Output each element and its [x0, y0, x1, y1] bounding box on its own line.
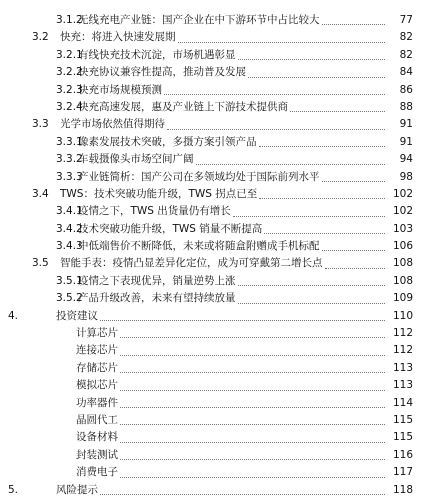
dot-leader [120, 459, 385, 460]
toc-entry[interactable] [0, 29, 421, 46]
toc-number: 4. [8, 309, 19, 322]
toc-title: 智能手表：疫情凸显差异化定位，成为可穿戴第二增长点 [60, 255, 387, 272]
toc-number: 3.2.4 [56, 100, 83, 113]
toc-entry[interactable] [0, 464, 421, 481]
toc-number: 3.4.1 [56, 205, 83, 218]
dot-leader [120, 337, 385, 338]
toc-page: 82 [399, 48, 413, 61]
toc-page: 110 [392, 309, 413, 322]
toc-page: 117 [392, 466, 413, 479]
toc-entry[interactable] [0, 99, 421, 116]
toc-number: 3.3.2 [56, 153, 83, 166]
dot-leader [100, 320, 385, 321]
dot-leader [120, 477, 385, 478]
toc-page: 118 [392, 483, 413, 496]
toc-number: 3.3 [32, 118, 49, 131]
dot-leader [290, 111, 385, 112]
toc-entry[interactable] [0, 377, 421, 394]
dot-leader [259, 146, 386, 147]
dot-leader [120, 442, 385, 443]
dot-leader [178, 42, 386, 43]
toc-entry[interactable] [0, 238, 421, 255]
toc-entry[interactable] [0, 255, 421, 272]
toc-entry[interactable] [0, 308, 421, 325]
toc-number: 3.5.2 [56, 292, 83, 305]
dot-leader [322, 250, 386, 251]
toc-entry[interactable] [0, 360, 421, 377]
toc-entry[interactable] [0, 290, 421, 307]
toc-page: 102 [392, 187, 413, 200]
toc-title: 技术突破功能升级，TWS 销量不断提高 [78, 221, 387, 238]
toc-title: 疫情之下，TWS 出货量仍有增长 [78, 203, 387, 220]
toc-title: 消费电子 [76, 464, 387, 481]
toc-title: 无线充电产业链：国产企业在中下游环节中占比较大 [78, 12, 387, 29]
toc-entry[interactable] [0, 325, 421, 342]
toc-title: 光学市场依然值得期待 [60, 116, 387, 133]
toc-title: 存储芯片 [76, 360, 387, 377]
toc-title: 风险提示 [56, 482, 387, 499]
toc-page: 109 [392, 292, 413, 305]
toc-entry[interactable] [0, 186, 421, 203]
toc-page: 113 [392, 361, 413, 374]
toc-page: 106 [392, 240, 413, 253]
toc-title: 快充市场规模预测 [78, 82, 387, 99]
table-of-contents [0, 12, 421, 499]
toc-number: 3.4 [32, 187, 49, 200]
dot-leader [120, 355, 385, 356]
dot-leader [264, 233, 385, 234]
toc-number: 3.2.2 [56, 66, 83, 79]
toc-entry[interactable] [0, 273, 421, 290]
toc-page: 98 [399, 170, 413, 183]
toc-page: 115 [392, 413, 413, 426]
toc-page: 112 [392, 327, 413, 340]
toc-entry[interactable] [0, 64, 421, 81]
toc-page: 103 [392, 222, 413, 235]
toc-page: 88 [399, 100, 413, 113]
toc-page: 91 [399, 135, 413, 148]
toc-page: 113 [392, 379, 413, 392]
toc-title: 像素发展技术突破，多摄方案引领产品 [78, 134, 387, 151]
dot-leader [259, 198, 385, 199]
toc-number: 3.1.2 [56, 14, 83, 26]
toc-entry[interactable] [0, 134, 421, 151]
toc-page: 86 [399, 83, 413, 96]
dot-leader [322, 24, 386, 25]
toc-entry[interactable] [0, 447, 421, 464]
dot-leader [322, 181, 386, 182]
toc-title: 晶圆代工 [76, 412, 387, 429]
toc-entry[interactable] [0, 47, 421, 64]
toc-number: 3.2.3 [56, 83, 83, 96]
toc-title: 投资建议 [56, 308, 387, 325]
dot-leader [120, 424, 385, 425]
toc-title: 快充：将进入快速发展期 [60, 29, 387, 46]
toc-number: 3.4.2 [56, 222, 83, 235]
toc-title: 中低端售价不断降低，未来或将随盒附赠成手机标配 [78, 238, 387, 255]
toc-entry[interactable] [0, 429, 421, 446]
toc-number: 3.3.3 [56, 170, 83, 183]
toc-entry[interactable] [0, 342, 421, 359]
toc-entry[interactable] [0, 221, 421, 238]
dot-leader [167, 129, 385, 130]
toc-title: 有线快充技术沉淀，市场机遇彰显 [78, 47, 387, 64]
toc-entry[interactable] [0, 203, 421, 220]
toc-title: 功率器件 [76, 395, 387, 412]
toc-title: 产品升级改善，未来有望持续放量 [78, 290, 387, 307]
toc-page: 108 [392, 274, 413, 287]
toc-entry[interactable] [0, 169, 421, 186]
toc-page: 91 [399, 118, 413, 131]
toc-entry[interactable] [0, 82, 421, 99]
dot-leader [238, 59, 386, 60]
toc-title: 产业链简析：国产公司在多领域均处于国际前列水平 [78, 169, 387, 186]
toc-title: 疫情之下表现优异，销量逆势上涨 [78, 273, 387, 290]
toc-title: 计算芯片 [76, 325, 387, 342]
toc-page: 114 [392, 396, 413, 409]
toc-entry[interactable] [0, 482, 421, 499]
toc-title: TWS：技术突破功能升级，TWS 拐点已至 [60, 186, 387, 203]
toc-entry[interactable] [0, 395, 421, 412]
dot-leader [100, 494, 385, 495]
toc-number: 3.2 [32, 31, 49, 44]
toc-entry[interactable] [0, 151, 421, 168]
toc-number: 3.4.3 [56, 240, 83, 253]
toc-number: 3.2.1 [56, 48, 83, 61]
dot-leader [120, 407, 385, 408]
toc-title: 封装测试 [76, 447, 387, 464]
toc-page: 108 [392, 257, 413, 270]
toc-page: 116 [392, 448, 413, 461]
toc-page: 112 [392, 344, 413, 357]
dot-leader [164, 94, 385, 95]
dot-leader [120, 372, 385, 373]
dot-leader [233, 216, 385, 217]
toc-page: 84 [399, 66, 413, 79]
toc-title: 快充高速发展，惠及产业链上下游技术提供商 [78, 99, 387, 116]
toc-title: 模拟芯片 [76, 377, 387, 394]
toc-page: 82 [399, 31, 413, 44]
dot-leader [120, 390, 385, 391]
dot-leader [238, 303, 386, 304]
toc-title: 快充协议兼容性提高，推动普及发展 [78, 64, 387, 81]
toc-page: 94 [399, 153, 413, 166]
toc-number: 3.3.1 [56, 135, 83, 148]
toc-number: 3.5 [32, 257, 49, 270]
toc-page: 77 [399, 14, 413, 26]
toc-entry[interactable] [0, 12, 421, 29]
dot-leader [196, 164, 386, 165]
toc-title: 连接芯片 [76, 342, 387, 359]
dot-leader [238, 285, 386, 286]
dot-leader [248, 77, 385, 78]
toc-number: 5. [8, 483, 19, 496]
toc-page: 115 [392, 431, 413, 444]
dot-leader [325, 268, 386, 269]
toc-title: 设备材料 [76, 429, 387, 446]
toc-page: 102 [392, 205, 413, 218]
toc-number: 3.5.1 [56, 274, 83, 287]
toc-entry[interactable] [0, 116, 421, 133]
toc-title: 车载摄像头市场空间广阔 [78, 151, 387, 168]
toc-entry[interactable] [0, 412, 421, 429]
